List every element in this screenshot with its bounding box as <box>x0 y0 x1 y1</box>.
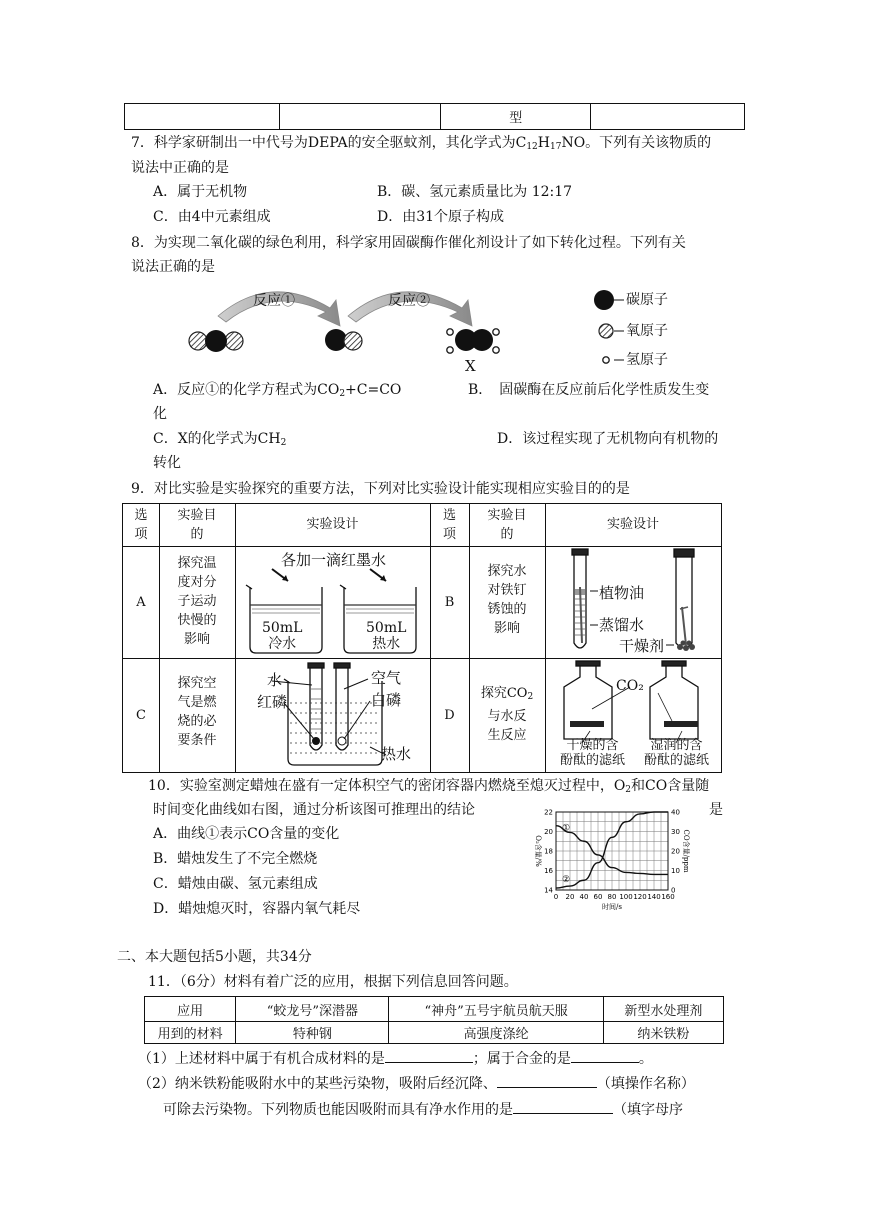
header-option: 选 项 <box>442 508 456 542</box>
answer-blank[interactable] <box>497 1073 597 1088</box>
q8-stem-line2: 说法正确的是 <box>131 259 215 275</box>
q11-table <box>144 996 724 1044</box>
reaction1-label: 反应① <box>253 293 295 309</box>
beaker-cold-label: 50mL 冷水 <box>262 620 303 652</box>
y-left-tick-label: 22 <box>544 808 553 817</box>
q10-stem-line2: 时间变化曲线如右图，通过分析该图可推理出的结论 <box>153 802 475 818</box>
option-c-purpose: 探究空 气是燃 烧的必 要条件 <box>177 676 217 748</box>
y-right-tick-label: 0 <box>671 886 676 895</box>
answer-blank[interactable] <box>513 1099 613 1114</box>
q10-option-c: C．蜡烛由碳、氢元素组成 <box>153 876 318 892</box>
q11-row-cell: 纳米铁粉 <box>603 1022 723 1044</box>
x-molecule-icon <box>447 329 499 353</box>
legend-hydrogen-label: 氢原子 <box>626 352 668 368</box>
q11-header-cell: 新型水处理剂 <box>603 997 723 1022</box>
x-tick-label: 100 <box>619 893 633 901</box>
q8-option-b-wrap: 化 <box>153 406 167 422</box>
q7-option-b: B．碳、氢元素质量比为 12:17 <box>377 184 573 200</box>
co2-gas-label: CO₂ <box>616 678 644 694</box>
option-a-purpose: 探究温 度对分 子运动 快慢的 影响 <box>177 556 217 647</box>
white-phosphorus-label: 白磷 <box>371 691 402 709</box>
option-b-label: B <box>444 595 455 610</box>
q9-stem: 9．对比实验是实验探究的重要方法，下列对比实验设计能实现相应实验目的的是 <box>131 481 630 497</box>
q7-option-d: D．由31个原子构成 <box>377 209 505 225</box>
x-tick-label: 40 <box>579 893 589 901</box>
q11-row-cell: 特种钢 <box>236 1022 389 1044</box>
desiccant-label: 干燥剂 <box>619 637 665 655</box>
y-left-tick-label: 18 <box>544 847 553 856</box>
y-left-tick-label: 14 <box>544 886 553 895</box>
beaker-hot-label: 50mL 热水 <box>366 620 407 652</box>
q7-stem-line2: 说法中正确的是 <box>131 160 229 176</box>
q9-table <box>122 503 722 773</box>
option-c-label: C <box>136 708 146 723</box>
q8-option-d: D．该过程实现了无机物向有机物的 <box>497 431 719 447</box>
header-design: 实验设计 <box>606 517 659 532</box>
legend-oxygen-icon <box>599 324 613 338</box>
q8-option-c: C．X的化学式为$CH_2$ <box>153 431 287 448</box>
legend-carbon-label: 碳原子 <box>626 292 668 308</box>
x-tick-label: 80 <box>607 893 617 901</box>
y-left-tick-label: 20 <box>544 828 553 836</box>
y-right-tick-label: 30 <box>671 828 680 836</box>
nail-icon <box>682 607 686 645</box>
reaction2-label: 反应② <box>388 293 430 309</box>
distilled-water-label: 蒸馏水 <box>599 616 645 634</box>
top-table-cell <box>591 104 745 130</box>
q11-row-cell: 用到的材料 <box>145 1022 236 1044</box>
option-b-purpose: 探究水 对铁钉 锈蚀的 影响 <box>487 564 527 636</box>
q7-stem: 7．科学家研制出一中代号为DEPA的安全驱蚊剂，其化学式为$C_{12}H_{17}NO$。下列有关该物质的 <box>131 135 712 152</box>
q10-option-b: B．蜡烛发生了不完全燃烧 <box>153 851 318 867</box>
q8-option-d-wrap: 转化 <box>153 455 181 471</box>
top-table <box>124 103 745 130</box>
x-tick-label: 140 <box>647 893 661 901</box>
legend-oxygen-label: 氧原子 <box>626 323 668 339</box>
series-label-1: ① <box>561 823 571 834</box>
answer-blank[interactable] <box>385 1048 473 1063</box>
x-tick-label: 0 <box>553 893 559 901</box>
q8-stem: 8．为实现二氧化碳的绿色利用，科学家用固碳酶作催化剂设计了如下转化过程。下列有关 <box>131 235 686 251</box>
x-tick-label: 160 <box>661 893 675 901</box>
top-table-cell: 型 <box>441 104 591 130</box>
q10-option-d: D．蜡烛熄灭时，容器内氧气耗尽 <box>153 901 361 917</box>
y-left-tick-label: 16 <box>544 867 553 875</box>
option-d-label: D <box>444 708 455 723</box>
y-right-axis-title: CO含量/ppm <box>682 829 690 873</box>
dry-paper-label: 干燥的含 酚酞的滤纸 <box>560 738 626 768</box>
series-label-2: ② <box>561 875 571 886</box>
q7-option-c: C．由4中元素组成 <box>153 209 271 225</box>
header-design: 实验设计 <box>306 517 359 532</box>
hot-water-label: 热水 <box>381 745 412 763</box>
q11-header-cell: 应用 <box>145 997 236 1022</box>
y-right-tick-label: 20 <box>671 847 680 856</box>
red-phosphorus-label: 红磷 <box>257 693 288 711</box>
q10-stem: 10．实验室测定蜡烛在盛有一定体积空气的密闭容器内燃烧至熄灭过程中，$O_2$和CO含量随 <box>148 778 710 795</box>
q10-chart <box>528 806 708 916</box>
air-label: 空气 <box>371 669 402 687</box>
y-left-axis-title: O₂含量/% <box>534 835 542 867</box>
x-tick-label: 120 <box>633 893 647 901</box>
product-x-label: X <box>465 357 476 375</box>
option-d-purpose: 探究$CO_2$ 与水反 生反应 <box>480 686 534 743</box>
nail-icon <box>580 587 582 643</box>
q11-part1: （1）上述材料中属于有机合成材料的是 ；属于合金的是 。 <box>138 1048 653 1069</box>
top-table-cell <box>279 104 441 130</box>
red-ink-label: 各加一滴红墨水 <box>281 551 387 569</box>
legend-hydrogen-icon <box>603 357 609 363</box>
q8-option-a: A．反应①的化学方程式为$CO_2+C=CO$ <box>153 382 402 399</box>
q11-header-cell: “蛟龙号”深潜器 <box>236 997 389 1022</box>
q8-option-b: B． 固碳酶在反应前后化学性质发生变 <box>468 382 710 398</box>
q11-part2-line2: 可除去污染物。下列物质也能因吸附而具有净水作用的是 （填字母序 <box>163 1099 683 1120</box>
x-axis-title: 时间/s <box>602 903 622 911</box>
q10-option-a: A．曲线①表示CO含量的变化 <box>153 826 340 842</box>
header-option: 选 项 <box>134 508 148 542</box>
header-purpose: 实验目 的 <box>177 508 217 542</box>
header-purpose: 实验目 的 <box>487 508 527 542</box>
y-right-tick-label: 40 <box>671 808 680 817</box>
co-molecule-icon <box>325 329 362 351</box>
wet-paper-label: 湿润的含 酚酞的滤纸 <box>644 738 710 768</box>
section-2-title: 二、本大题包括5小题，共34分 <box>117 949 312 965</box>
water-label: 水 <box>267 671 283 689</box>
q7-option-a: A．属于无机物 <box>153 184 248 200</box>
q11-row-cell: 高强度涤纶 <box>389 1022 604 1044</box>
legend-carbon-icon <box>594 290 614 310</box>
q11-part2: （2）纳米铁粉能吸附水中的某些污染物，吸附后经沉降、 （填操作名称） <box>138 1073 695 1094</box>
co2-molecule-icon <box>189 330 243 352</box>
q11-header-cell: “神舟”五号宇航员航天服 <box>389 997 604 1022</box>
answer-blank[interactable] <box>571 1048 639 1063</box>
option-a-label: A <box>136 595 146 610</box>
x-tick-label: 20 <box>565 893 575 901</box>
q10-stem-tail: 是 <box>709 802 723 818</box>
y-right-tick-label: 10 <box>671 867 680 875</box>
x-tick-label: 60 <box>593 893 603 901</box>
top-table-cell <box>125 104 280 130</box>
q11-stem: 11．（6分）材料有着广泛的应用，根据下列信息回答问题。 <box>148 974 518 990</box>
plant-oil-label: 植物油 <box>599 584 645 602</box>
